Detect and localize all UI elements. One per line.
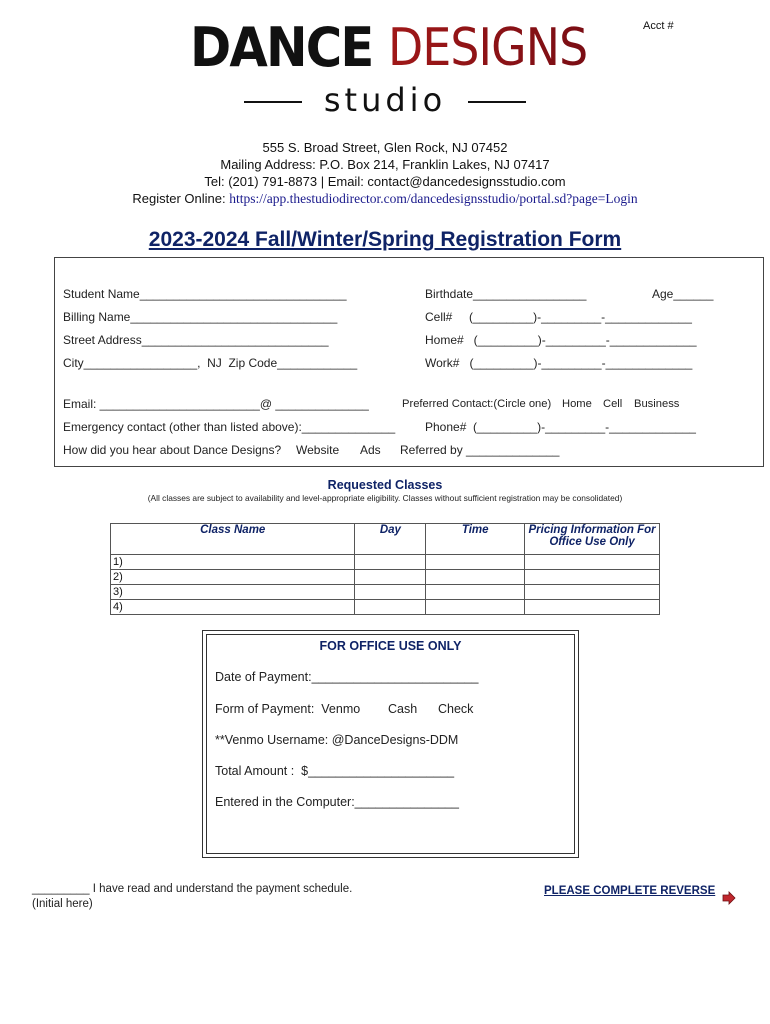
table-row — [111, 570, 660, 585]
form-title: 2023-2024 Fall/Winter/Spring Registration Form — [148, 228, 622, 251]
logo-rule-right — [468, 101, 526, 103]
logo-word-dance: DANCE — [190, 16, 373, 79]
home-phone-field[interactable]: Home# (_________)-_________-_____________ — [425, 333, 697, 347]
logo-word-designs: DESIGNS — [388, 18, 588, 78]
logo-word-studio: studio — [323, 81, 447, 119]
time-cell[interactable] — [426, 600, 525, 615]
time-cell[interactable] — [426, 570, 525, 585]
how-heard-label: How did you hear about Dance Designs? — [63, 443, 282, 457]
column-day: Day — [355, 524, 426, 555]
contact-option-home[interactable]: Home — [562, 398, 592, 410]
emergency-phone-field[interactable]: Phone# (_________)-_________-_____________ — [425, 420, 696, 434]
class-row-number[interactable]: 2) — [111, 570, 355, 585]
office-use-title: FOR OFFICE USE ONLY — [319, 639, 462, 653]
how-option-website[interactable]: Website — [296, 443, 340, 457]
emergency-contact-field[interactable]: Emergency contact (other than listed above):______________ — [63, 420, 396, 434]
day-cell[interactable] — [355, 555, 426, 570]
class-row-number[interactable]: 3) — [111, 585, 355, 600]
time-cell[interactable] — [426, 585, 525, 600]
pricing-cell — [525, 570, 660, 585]
age-field[interactable]: Age______ — [652, 287, 714, 301]
day-cell[interactable] — [355, 585, 426, 600]
contact-option-business[interactable]: Business — [634, 398, 680, 410]
billing-name-field[interactable]: Billing Name_______________________________ — [63, 310, 338, 324]
city-zip-field[interactable]: City_________________, NJ Zip Code____________ — [63, 356, 358, 370]
class-row-number[interactable]: 4) — [111, 600, 355, 615]
day-cell[interactable] — [355, 600, 426, 615]
work-phone-field[interactable]: Work# (_________)-_________-_____________ — [425, 356, 693, 370]
table-row — [111, 585, 660, 600]
date-of-payment-field: Date of Payment:________________________ — [215, 670, 479, 684]
arrow-right-icon — [722, 891, 736, 905]
column-pricing: Pricing Information For Office Use Only — [525, 524, 660, 555]
table-header-row — [111, 524, 660, 555]
column-class-name: Class Name — [111, 524, 355, 555]
how-option-referred[interactable]: Referred by ______________ — [400, 443, 560, 457]
mailing-address-line: Mailing Address: P.O. Box 214, Franklin Lakes, NJ 07417 — [220, 157, 550, 172]
register-online-label: Register Online: — [132, 191, 230, 206]
table-row — [111, 555, 660, 570]
please-complete-reverse: PLEASE COMPLETE REVERSE — [544, 885, 716, 897]
initial-acknowledgement[interactable]: _________ I have read and understand the payment schedule. — [32, 883, 353, 895]
entered-computer-field: Entered in the Computer:_______________ — [215, 795, 459, 809]
column-time: Time — [426, 524, 525, 555]
requested-classes-table — [110, 523, 660, 615]
contact-line: Tel: (201) 791-8873 | Email: contact@dancedesignsstudio.com — [204, 174, 566, 189]
student-name-field[interactable]: Student Name_______________________________ — [63, 287, 347, 301]
class-row-number[interactable]: 1) — [111, 555, 355, 570]
contact-option-cell[interactable]: Cell — [603, 398, 623, 410]
street-address-field[interactable]: Street Address____________________________ — [63, 333, 329, 347]
birthdate-field[interactable]: Birthdate_________________ — [425, 287, 587, 301]
form-of-payment-field: Form of Payment: Venmo Cash Check — [215, 702, 474, 716]
how-option-ads[interactable]: Ads — [360, 443, 381, 457]
cell-phone-field[interactable]: Cell# (_________)-_________-_____________ — [425, 310, 692, 324]
pricing-cell — [525, 600, 660, 615]
requested-classes-note: (All classes are subject to availability and level-appropriate eligibility. Classes without sufficient registration may be consolidated) — [147, 493, 623, 503]
pricing-cell — [525, 555, 660, 570]
acct-number-label: Acct # — [643, 20, 674, 32]
table-row — [111, 600, 660, 615]
address-line: 555 S. Broad Street, Glen Rock, NJ 07452 — [262, 140, 508, 155]
initial-here-label: (Initial here) — [32, 898, 93, 910]
register-online-link[interactable]: https://app.thestudiodirector.com/dancedesignsstudio/portal.sd?page=Login — [229, 191, 638, 206]
time-cell[interactable] — [426, 555, 525, 570]
venmo-username: **Venmo Username: @DanceDesigns-DDM — [215, 733, 459, 747]
pricing-cell — [525, 585, 660, 600]
requested-classes-title: Requested Classes — [327, 478, 443, 492]
preferred-contact-label: Preferred Contact:(Circle one) — [402, 398, 552, 410]
register-online-line — [0, 190, 770, 208]
day-cell[interactable] — [355, 570, 426, 585]
total-amount-field: Total Amount : $_____________________ — [215, 764, 455, 778]
logo-rule-left — [244, 101, 302, 103]
email-field[interactable]: Email: ________________________@ ______________ — [63, 397, 369, 411]
